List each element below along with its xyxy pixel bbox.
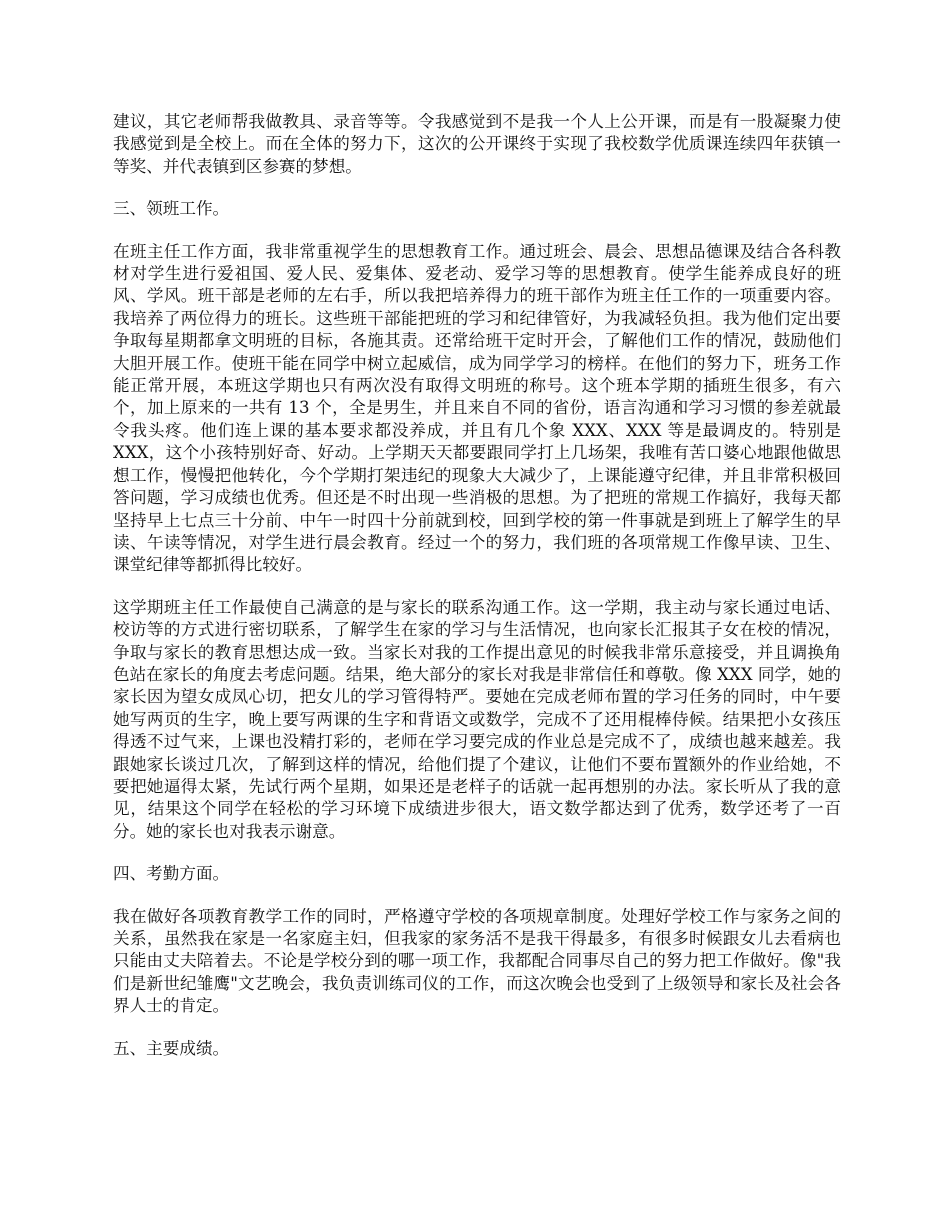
paragraph-head-teacher-work: 在班主任工作方面，我非常重视学生的思想教育工作。通过班会、晨会、思想品德课及结合各科教材对学生进行爱祖国、爱人民、爱集体、爱老动、爱学习等的思想教育。使学生能养成良好的班风、学风。班干部是老师的左右手，所以我把培养得力的班干部作为班主任工作的一项重要内容。我培养了两位得力的班长。这些班干部能把班的学习和纪律管好，为我减轻负担。我为他们定出要争取每星期都拿文明班的目标，各施其责。还常给班干定时开会，了解他们工作的情况，鼓励他们大胆开展工作。使班干能在同学中树立起威信，成为同学学习的榜样。在他们的努力下，班务工作能正常开展，本班这学期也只有两次没有取得文明班的称号。这个班本学期的插班生很多，有六个，加上原来的一共有 13 个，全是男生，并且来自不同的省份，语言沟通和学习习惯的参差就最令我头疼。他们连上课的基本要求都没养成，并且有几个象 XXX、XXX 等是最调皮的。特别是 XXX，这个小孩特别好奇、好动。上学期天天都要跟同学打上几场架，我唯有苦口婆心地跟他做思想工作，慢慢把他转化，今个学期打架违纪的现象大大减少了，上课能遵守纪律，并且非常积极回答问题，学习成绩也优秀。但还是不时出现一些消极的思想。为了把班的常规工作搞好，我每天都坚持早上七点三十分前、中午一时四十分前就到校，回到学校的第一件事就是到班上了解学生的早读、午读等情况，对学生进行晨会教育。经过一个的努力，我们班的各项常规工作像早读、卫生、课堂纪律等都抓得比较好。: [113, 241, 841, 575]
paragraph-parent-communication: 这学期班主任工作最使自己满意的是与家长的联系沟通工作。这一学期，我主动与家长通过电话、校访等的方式进行密切联系，了解学生在家的学习与生活情况，也向家长汇报其子女在校的情况，争取与家长的教育思想达成一致。当家长对我的工作提出意见的时候我非常乐意接受，并且调换角色站在家长的角度去考虑问题。结果，绝大部分的家长对我是非常信任和尊敬。像 XXX 同学，她的家长因为望女成凤心切，把女儿的学习管得特严。要她在完成老师布置的学习任务的同时，中午要她写两页的生字，晚上要写两课的生字和背语文或数学，完成不了还用棍棒侍候。结果把小女孩压得透不过气来，上课也没精打彩的，老师在学习要完成的作业总是完成不了，成绩也越来越差。我跟她家长谈过几次，了解到这样的情况，给他们提了个建议，让他们不要布置额外的作业给她，不要把她逼得太紧，先试行两个星期，如果还是老样子的话就一起再想别的办法。家长听从了我的意见，结果这个同学在轻松的学习环境下成绩进步很大，语文数学都达到了优秀，数学还考了一百分。她的家长也对我表示谢意。: [113, 597, 841, 841]
section-heading-attendance: 四、考勤方面。: [113, 864, 230, 884]
section-heading-class-leading: 三、领班工作。: [113, 199, 230, 219]
document-body: [113, 111, 841, 1080]
paragraph-attendance: 我在做好各项教育教学工作的同时，严格遵守学校的各项规章制度。处理好学校工作与家务之间的关系，虽然我在家是一名家庭主妇，但我家的家务活不是我干得最多，有很多时候跟女儿去看病也只能由丈夫陪着去。不论是学校分到的哪一项工作，我都配合同事尽自己的努力把工作做好。像"我们是新世纪雏鹰"文艺晚会，我负责训练司仪的工作，而这次晚会也受到了上级领导和家长及社会各界人士的肯定。: [113, 906, 841, 1016]
paragraph-public-lesson: 建议，其它老师帮我做教具、录音等等。令我感觉到不是我一个人上公开课，而是有一股凝聚力使我感觉到是全校上。而在全体的努力下，这次的公开课终于实现了我校数学优质课连续四年获镇一等奖、并代表镇到区参赛的梦想。: [113, 112, 841, 176]
section-heading-main-achievements: 五、主要成绩。: [113, 1038, 230, 1058]
